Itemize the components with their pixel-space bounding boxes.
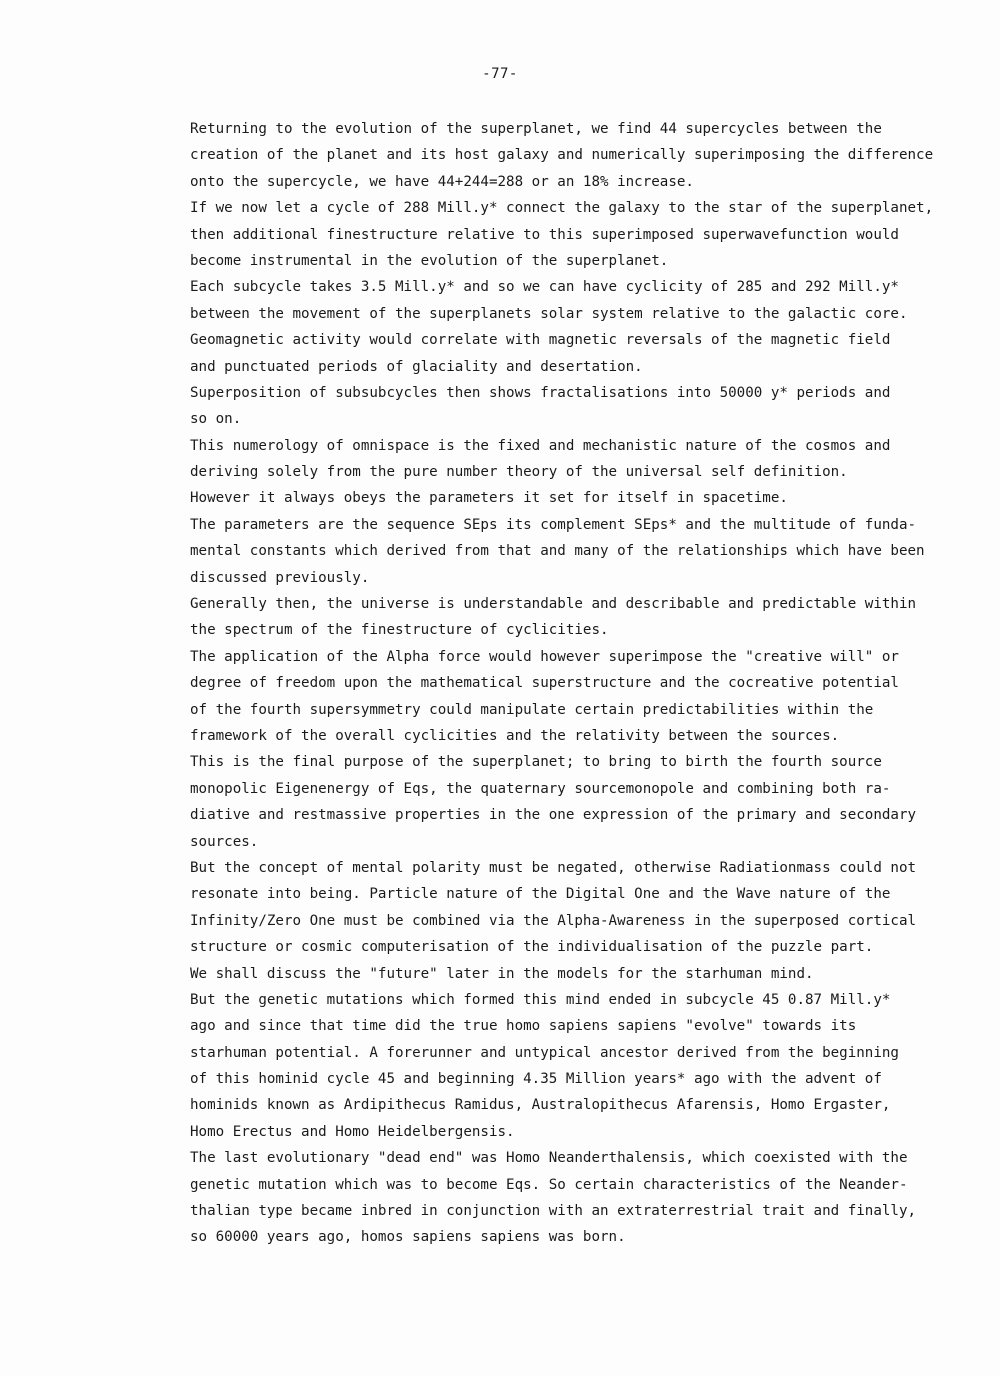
text-line: Generally then, the universe is understandable and describable and predictable within [190,596,917,613]
page-number: -77- [482,66,518,82]
text-line: But the genetic mutations which formed this mind ended in subcycle 45 0.87 Mill.y* [190,991,891,1008]
text-line: genetic mutation which was to become Eqs. So certain characteristics of the Neander- [190,1176,908,1193]
text-line: diative and restmassive properties in the one expression of the primary and secondary [190,807,917,824]
text-line: starhuman potential. A forerunner and untypical ancestor derived from the beginning [190,1044,899,1061]
body-text [190,116,950,1251]
text-line: and punctuated periods of glaciality and desertation. [190,358,643,375]
text-line: The last evolutionary "dead end" was Homo Neanderthalensis, which coexisted with the [190,1150,908,1167]
text-line: onto the supercycle, we have 44+244=288 or an 18% increase. [190,173,694,190]
text-line: hominids known as Ardipithecus Ramidus, Australopithecus Afarensis, Homo Ergaster, [190,1097,891,1114]
text-line: framework of the overall cyclicities and the relativity between the sources. [190,727,840,744]
text-line: of this hominid cycle 45 and beginning 4.35 Million years* ago with the advent of [190,1071,882,1088]
text-line: If we now let a cycle of 288 Mill.y* connect the galaxy to the star of the superplanet, [190,200,934,217]
text-line: degree of freedom upon the mathematical superstructure and the cocreative potential [190,675,899,692]
text-line: Each subcycle takes 3.5 Mill.y* and so we can have cyclicity of 285 and 292 Mill.y* [190,279,899,296]
text-line: However it always obeys the parameters it set for itself in spacetime. [190,490,788,507]
text-line: discussed previously. [190,569,370,586]
text-line: then additional finestructure relative to this superimposed superwavefunction would [190,226,899,243]
text-line: Geomagnetic activity would correlate with magnetic reversals of the magnetic field [190,332,891,349]
text-line: mental constants which derived from that and many of the relationships which have been [190,543,925,560]
text-line: Homo Erectus and Homo Heidelbergensis. [190,1123,515,1140]
text-line: resonate into being. Particle nature of the Digital One and the Wave nature of the [190,886,891,903]
text-line: so 60000 years ago, homos sapiens sapiens was born. [190,1229,626,1246]
text-line: This is the final purpose of the superplanet; to bring to birth the fourth source [190,754,882,771]
text-line: between the movement of the superplanets solar system relative to the galactic core. [190,305,908,322]
text-line: monopolic Eigenenergy of Eqs, the quaternary sourcemonopole and combining both ra- [190,780,891,797]
text-line: so on. [190,411,242,428]
text-line: creation of the planet and its host galaxy and numerically superimposing the difference [190,147,934,164]
text-line: We shall discuss the "future" later in the models for the starhuman mind. [190,965,814,982]
text-line: The application of the Alpha force would however superimpose the "creative will" or [190,648,899,665]
text-line: Infinity/Zero One must be combined via the Alpha-Awareness in the superposed cortical [190,912,917,929]
text-line: structure or cosmic computerisation of the individualisation of the puzzle part. [190,939,874,956]
text-line: Superposition of subsubcycles then shows fractalisations into 50000 y* periods and [190,384,891,401]
text-line: ago and since that time did the true homo sapiens sapiens "evolve" towards its [190,1018,857,1035]
text-line: The parameters are the sequence SEps its complement SEps* and the multitude of funda- [190,516,917,533]
text-line: become instrumental in the evolution of the superplanet. [190,252,669,269]
text-line: the spectrum of the finestructure of cyclicities. [190,622,609,639]
text-line: This numerology of omnispace is the fixed and mechanistic nature of the cosmos and [190,437,891,454]
text-line: thalian type became inbred in conjunction with an extraterrestrial trait and finally, [190,1203,917,1220]
text-line: Returning to the evolution of the superplanet, we find 44 supercycles between the [190,121,882,137]
text-line: But the concept of mental polarity must be negated, otherwise Radiationmass could not [190,859,917,876]
text-line: sources. [190,833,259,850]
text-line: of the fourth supersymmetry could manipulate certain predictabilities within the [190,701,874,718]
text-line: deriving solely from the pure number theory of the universal self definition. [190,464,848,481]
